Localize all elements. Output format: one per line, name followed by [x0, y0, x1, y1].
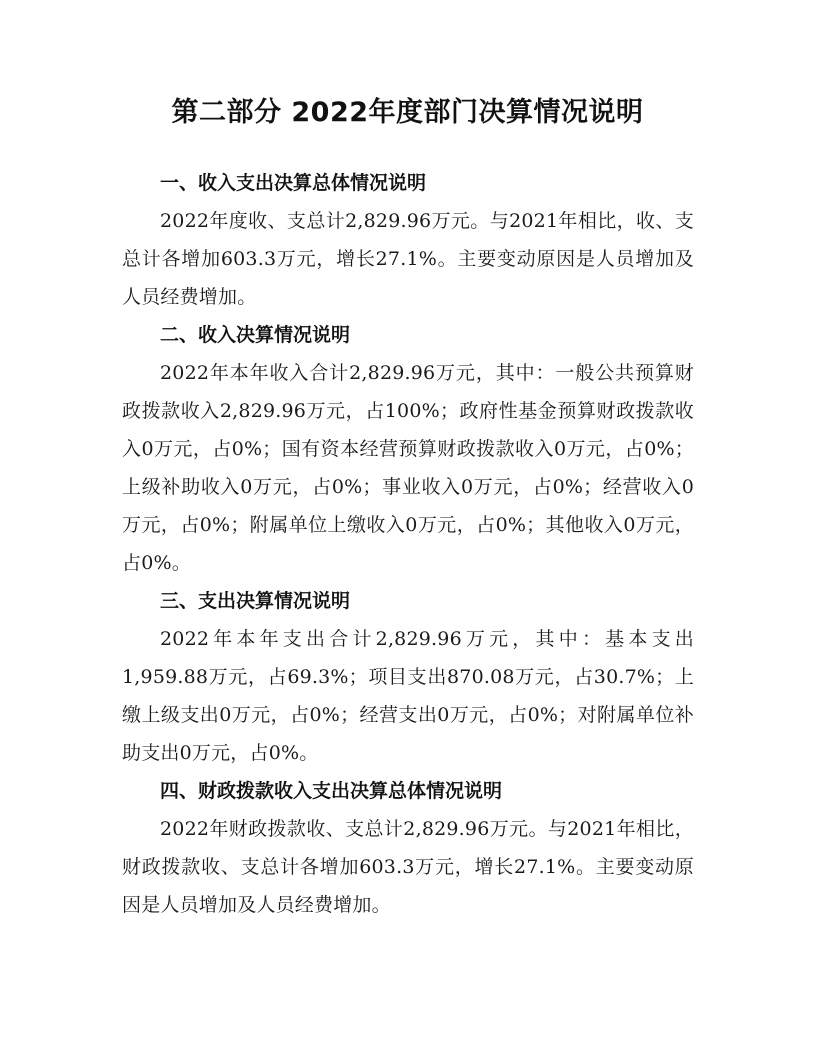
page-title: 第二部分 2022年度部门决算情况说明 [171, 97, 644, 128]
section-heading: 四、财政拨款收入支出决算总体情况说明 [160, 780, 503, 802]
section-heading: 三、支出决算情况说明 [160, 590, 351, 612]
section-heading: 一、收入支出决算总体情况说明 [160, 172, 427, 194]
section-income [122, 316, 694, 582]
section-paragraph: 2022年本年收入合计2,829.96万元，其中：一般公共预算财政拨款收入2,829.96万元，占100%；政府性基金预算财政拨款收入0万元，占0%；国有资本经营预算财政拨款收入0万元，占0%；上级补助收入0万元，占0%；事业收入0万元，占0%；经营收入0万元，占0%；附属单位上缴收入0万元，占0%；其他收入0万元，占0%。 [122, 362, 694, 574]
section-paragraph: 2022年度收、支总计2,829.96万元。与2021年相比，收、支总计各增加603.3万元，增长27.1%。主要变动原因是人员增加及人员经费增加。 [122, 210, 694, 308]
document-body [122, 164, 694, 924]
section-expenditure [122, 582, 694, 772]
section-heading: 二、收入决算情况说明 [160, 324, 351, 346]
section-paragraph: 2022年财政拨款收、支总计2,829.96万元。与2021年相比，财政拨款收、支总计各增加603.3万元，增长27.1%。主要变动原因是人员增加及人员经费增加。 [122, 818, 694, 916]
section-total-income-expenditure [122, 164, 694, 316]
section-fiscal-appropriation [122, 772, 694, 924]
section-paragraph: 2022年本年支出合计2,829.96万元，其中：基本支出1,959.88万元，占69.3%；项目支出870.08万元，占30.7%；上缴上级支出0万元，占0%；经营支出0万元，占0%；对附属单位补助支出0万元，占0%。 [122, 628, 694, 764]
